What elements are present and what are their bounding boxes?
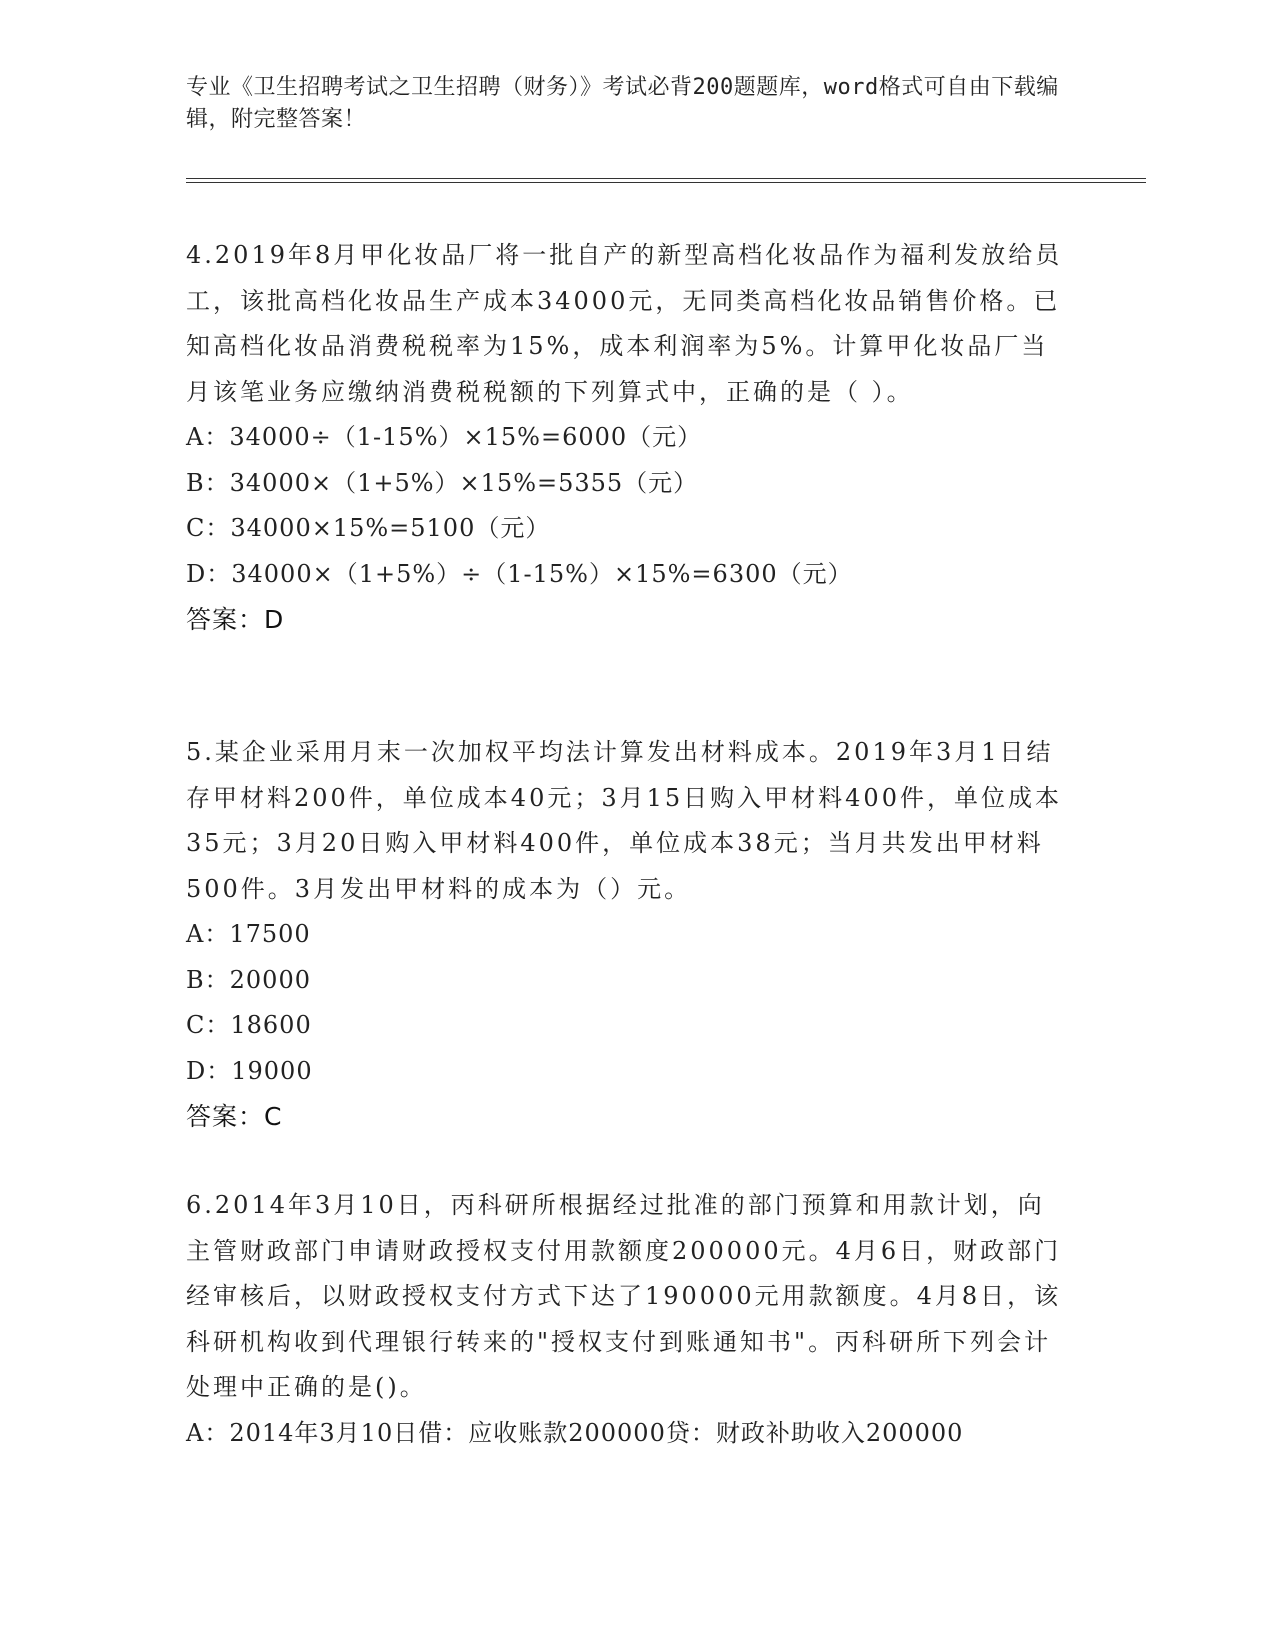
option-a: A：34000÷（1-15%）×15%=6000（元） — [186, 423, 703, 451]
option-a: A：17500 — [186, 920, 311, 948]
option-d: D：34000×（1+5%）÷（1-15%）×15%=6300（元） — [186, 559, 853, 588]
question-4 — [186, 233, 1066, 643]
question-stem: 6.2014年3月10日，丙科研所根据经过批准的部门预算和用款计划，向主管财政部门申请财政授权支付用款额度200000元。4月6日，财政部门经审核后，以财政授权支付方式下达了190000元用款额度。4月8日，该科研机构收到代理银行转来的"授权支付到账通知书"。丙科研所下列会计处理中正确的是()。 — [186, 1191, 1062, 1401]
option-b: B：34000×（1+5%）×15%=5355（元） — [186, 468, 699, 497]
option-d: D：19000 — [186, 1056, 313, 1085]
header-divider-line — [186, 178, 1146, 179]
option-b: B：20000 — [186, 965, 311, 994]
option-c: C：34000×15%=5100（元） — [186, 514, 551, 542]
option-a: A：2014年3月10日借：应收账款200000贷：财政补助收入200000 — [186, 1418, 964, 1447]
question-stem: 4.2019年8月甲化妆品厂将一批自产的新型高档化妆品作为福利发放给员工，该批高档化妆品生产成本34000元，无同类高档化妆品销售价格。已知高档化妆品消费税税率为15%，成本利润率为5%。计算甲化妆品厂当月该笔业务应缴纳消费税税额的下列算式中，正确的是（ ）。 — [186, 241, 1063, 406]
document-header: 专业《卫生招聘考试之卫生招聘（财务）》考试必背200题题库，word格式可自由下载编辑，附完整答案！ — [186, 75, 1059, 132]
question-stem: 5.某企业采用月末一次加权平均法计算发出材料成本。2019年3月1日结存甲材料200件，单位成本40元；3月15日购入甲材料400件，单位成本35元；3月20日购入甲材料400件，单位成本38元；当月共发出甲材料500件。3月发出甲材料的成本为（）元。 — [186, 738, 1062, 903]
question-5 — [186, 730, 1066, 1140]
answer-label: 答案：C — [186, 1102, 283, 1131]
option-c: C：18600 — [186, 1011, 312, 1039]
answer-label: 答案：D — [186, 605, 285, 634]
question-6 — [186, 1183, 1066, 1456]
header-divider-line-double — [186, 182, 1146, 183]
